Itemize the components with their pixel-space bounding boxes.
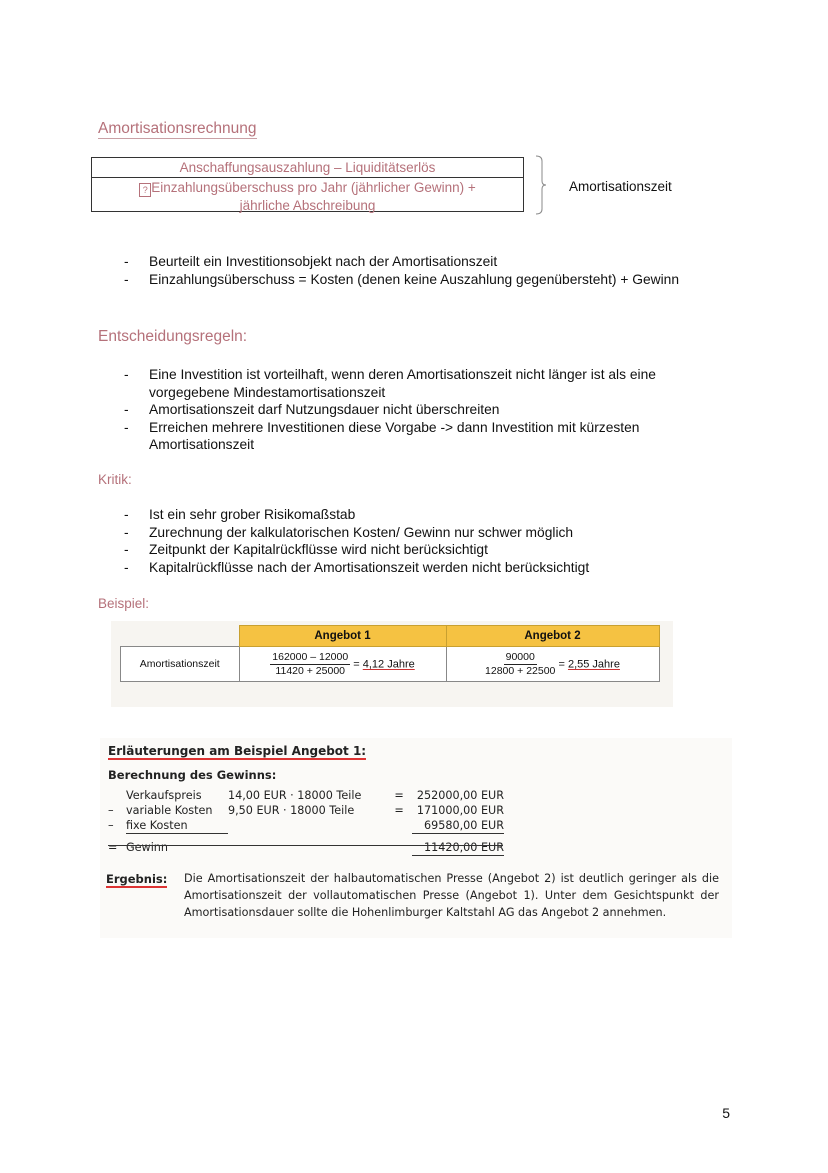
example-heading: Beispiel: bbox=[98, 596, 150, 611]
table-row: – variable Kosten 9,50 EUR · 18000 Teile = 171000,00 EUR bbox=[108, 804, 504, 817]
formula-box bbox=[91, 157, 524, 212]
table-cell-angebot2: $\frac{90000}{12800 + 22500}$ = 2,55 Jahre bbox=[446, 647, 659, 682]
decision-list bbox=[124, 366, 724, 454]
formula-numerator: Anschaffungsauszahlung – Liquiditätserlös bbox=[92, 158, 523, 178]
list-item: - Zeitpunkt der Kapitalrückflüsse wird nicht berücksichtigt bbox=[124, 541, 724, 559]
page-number: 5 bbox=[722, 1105, 730, 1121]
result-angebot1: 4,12 Jahre bbox=[362, 657, 415, 670]
brace-icon bbox=[536, 155, 546, 215]
list-item: - Eine Investition ist vorteilhaft, wenn deren Amortisationszeit nicht länger ist als eine vorgegebene Mindestamortisationszeit bbox=[124, 366, 724, 401]
critique-list bbox=[124, 506, 724, 576]
divider bbox=[108, 845, 503, 846]
decision-heading: Entscheidungsregeln: bbox=[98, 328, 248, 345]
list-item: - Zurechnung der kalkulatorischen Kosten/ Gewinn nur schwer möglich bbox=[124, 524, 724, 542]
example-table bbox=[120, 625, 660, 682]
table-row: = Gewinn 11420,00 EUR bbox=[108, 834, 504, 856]
result-text: Die Amortisationszeit der halbautomatischen Presse (Angebot 2) ist deutlich geringer als die Amortisationszeit der vollautomatischen Presse (Angebot 1). Unter dem Gesichtspunkt der Amortisationsdauer sollte die Hohenlimburger Kaltstahl AG das Angebot 2 annehmen. bbox=[184, 872, 719, 919]
fraction-angebot2: $\frac{90000}{12800 + 22500}$ bbox=[485, 650, 556, 677]
explanation-subheading: Berechnung des Gewinns: bbox=[108, 768, 277, 782]
critique-heading: Kritik: bbox=[98, 472, 132, 487]
table-row-label: Amortisationszeit bbox=[121, 647, 240, 682]
missing-glyph-icon: ? bbox=[139, 183, 151, 197]
table-cell-angebot1: $\frac{162000 - 12000}{11420 + 25000}$ = 4,12 Jahre bbox=[239, 647, 446, 682]
formula-denominator-line2: jährliche Abschreibung bbox=[239, 198, 376, 213]
formula-denominator bbox=[92, 178, 523, 214]
table-row: – fixe Kosten 69580,00 EUR bbox=[108, 819, 504, 833]
list-item: - Beurteilt ein Investitionsobjekt nach der Amortisationszeit bbox=[124, 253, 714, 271]
formula-result-label: Amortisationszeit bbox=[569, 179, 672, 194]
formula-denominator-line1: Einzahlungsüberschuss pro Jahr (jährlicher Gewinn) + bbox=[151, 180, 476, 195]
list-item: - Amortisationszeit darf Nutzungsdauer nicht überschreiten bbox=[124, 401, 724, 419]
explanation-heading: Erläuterungen am Beispiel Angebot 1: bbox=[108, 744, 367, 758]
list-item: - Einzahlungsüberschuss = Kosten (denen keine Auszahlung gegenübersteht) + Gewinn bbox=[124, 271, 714, 289]
intro-list bbox=[124, 253, 714, 288]
list-item: - Kapitalrückflüsse nach der Amortisationszeit werden nicht berücksichtigt bbox=[124, 559, 724, 577]
table-header-angebot2: Angebot 2 bbox=[446, 626, 659, 647]
table-header-angebot1: Angebot 1 bbox=[239, 626, 446, 647]
page-title: Amortisationsrechnung bbox=[98, 120, 257, 137]
result-angebot2: 2,55 Jahre bbox=[567, 657, 620, 670]
list-item: - Erreichen mehrere Investitionen diese Vorgabe -> dann Investition mit kürzesten Amortisationszeit bbox=[124, 419, 724, 454]
fraction-angebot1: $\frac{162000 - 12000}{11420 + 25000}$ bbox=[272, 650, 349, 677]
list-item: - Ist ein sehr grober Risikomaßstab bbox=[124, 506, 724, 524]
table-row: Verkaufspreis 14,00 EUR · 18000 Teile = 252000,00 EUR bbox=[126, 789, 504, 802]
result-label: Ergebnis: bbox=[106, 872, 168, 886]
